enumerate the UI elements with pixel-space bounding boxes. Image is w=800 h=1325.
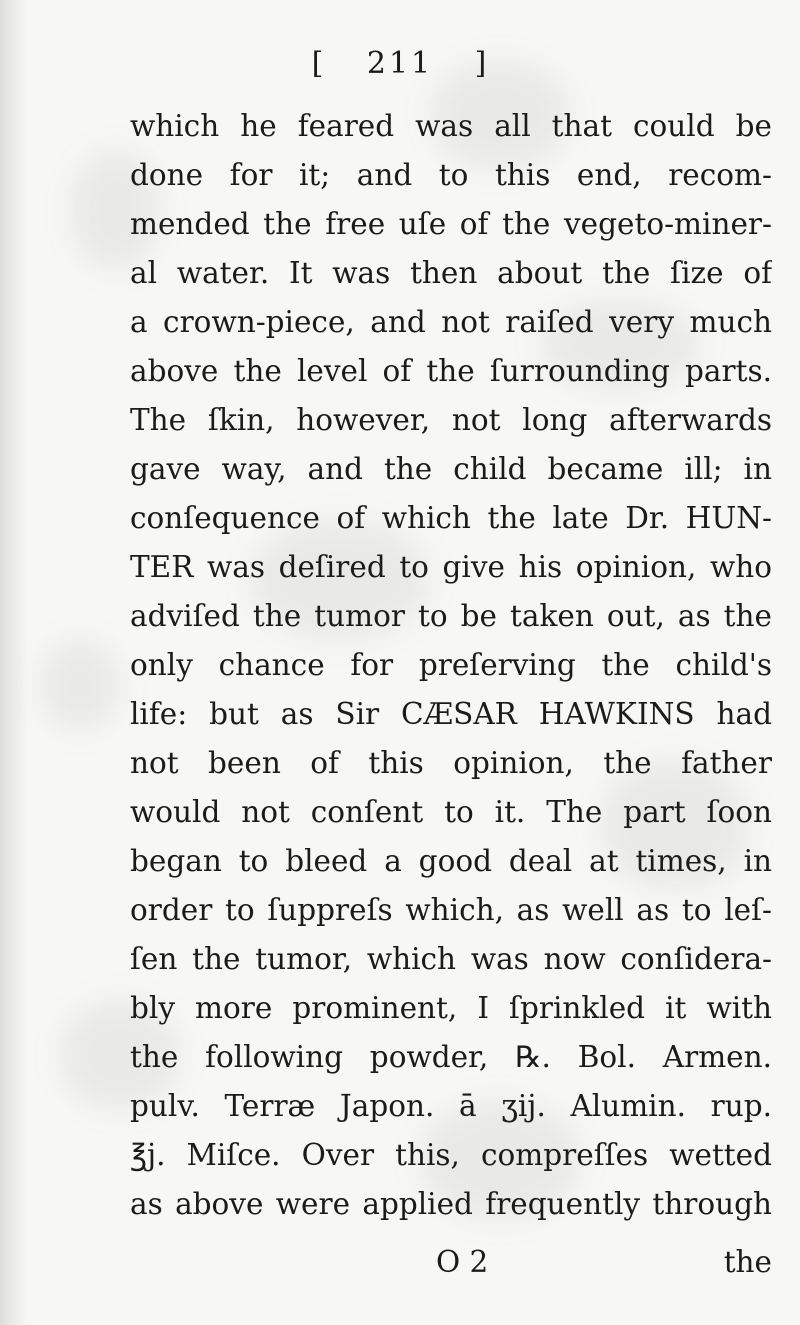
foxing-stain bbox=[40, 640, 120, 730]
text-line: mended the free uſe of the vegeto-miner- bbox=[130, 207, 772, 241]
text-line: pulv. Terræ Japon. ā ʒij. Alumin. rup. bbox=[130, 1089, 772, 1123]
text-line: above the level of the ſurrounding parts. bbox=[130, 354, 772, 388]
text-line: which he feared was all that could be bbox=[130, 109, 772, 143]
text-line: ℥j. Miſce. Over this, compreſſes wetted bbox=[130, 1138, 772, 1172]
header-bracket-open: [ bbox=[311, 46, 326, 81]
text-line: conſequence of which the late Dr. HUN- bbox=[130, 501, 772, 535]
page-number: 211 bbox=[366, 46, 434, 81]
text-line: TER was deſired to give his opinion, who bbox=[130, 550, 772, 584]
text-line: a crown-piece, and not raiſed very much bbox=[130, 305, 772, 339]
text-line: as above were applied frequently through bbox=[130, 1187, 772, 1221]
text-line: would not conſent to it. The part ſoon bbox=[130, 795, 772, 829]
text-line: the following powder, ℞. Bol. Armen. bbox=[130, 1040, 772, 1074]
text-line: only chance for preſerving the child's bbox=[130, 648, 772, 682]
text-line: gave way, and the child became ill; in bbox=[130, 452, 772, 486]
page-edge-shadow bbox=[0, 0, 28, 1325]
catchword: the bbox=[723, 1245, 772, 1279]
page-footer bbox=[130, 1240, 772, 1284]
text-line: not been of this opinion, the father bbox=[130, 746, 772, 780]
signature-mark: O 2 bbox=[436, 1245, 489, 1279]
text-line: began to bleed a good deal at times, in bbox=[130, 844, 772, 878]
text-line: bly more prominent, I ſprinkled it with bbox=[130, 991, 772, 1025]
text-line: al water. It was then about the ſize of bbox=[130, 256, 772, 290]
text-line: life: but as Sir CÆSAR HAWKINS had bbox=[130, 697, 772, 731]
text-line: ſen the tumor, which was now conſidera- bbox=[130, 942, 772, 976]
text-line: The ſkin, however, not long afterwards bbox=[130, 403, 772, 437]
header-bracket-close: ] bbox=[474, 46, 489, 81]
text-line: order to ſuppreſs which, as well as to leſ- bbox=[130, 893, 772, 927]
page-header bbox=[0, 46, 800, 81]
text-line: done for it; and to this end, recom- bbox=[130, 158, 772, 192]
body-text bbox=[130, 102, 772, 1229]
text-line: adviſed the tumor to be taken out, as the bbox=[130, 599, 772, 633]
